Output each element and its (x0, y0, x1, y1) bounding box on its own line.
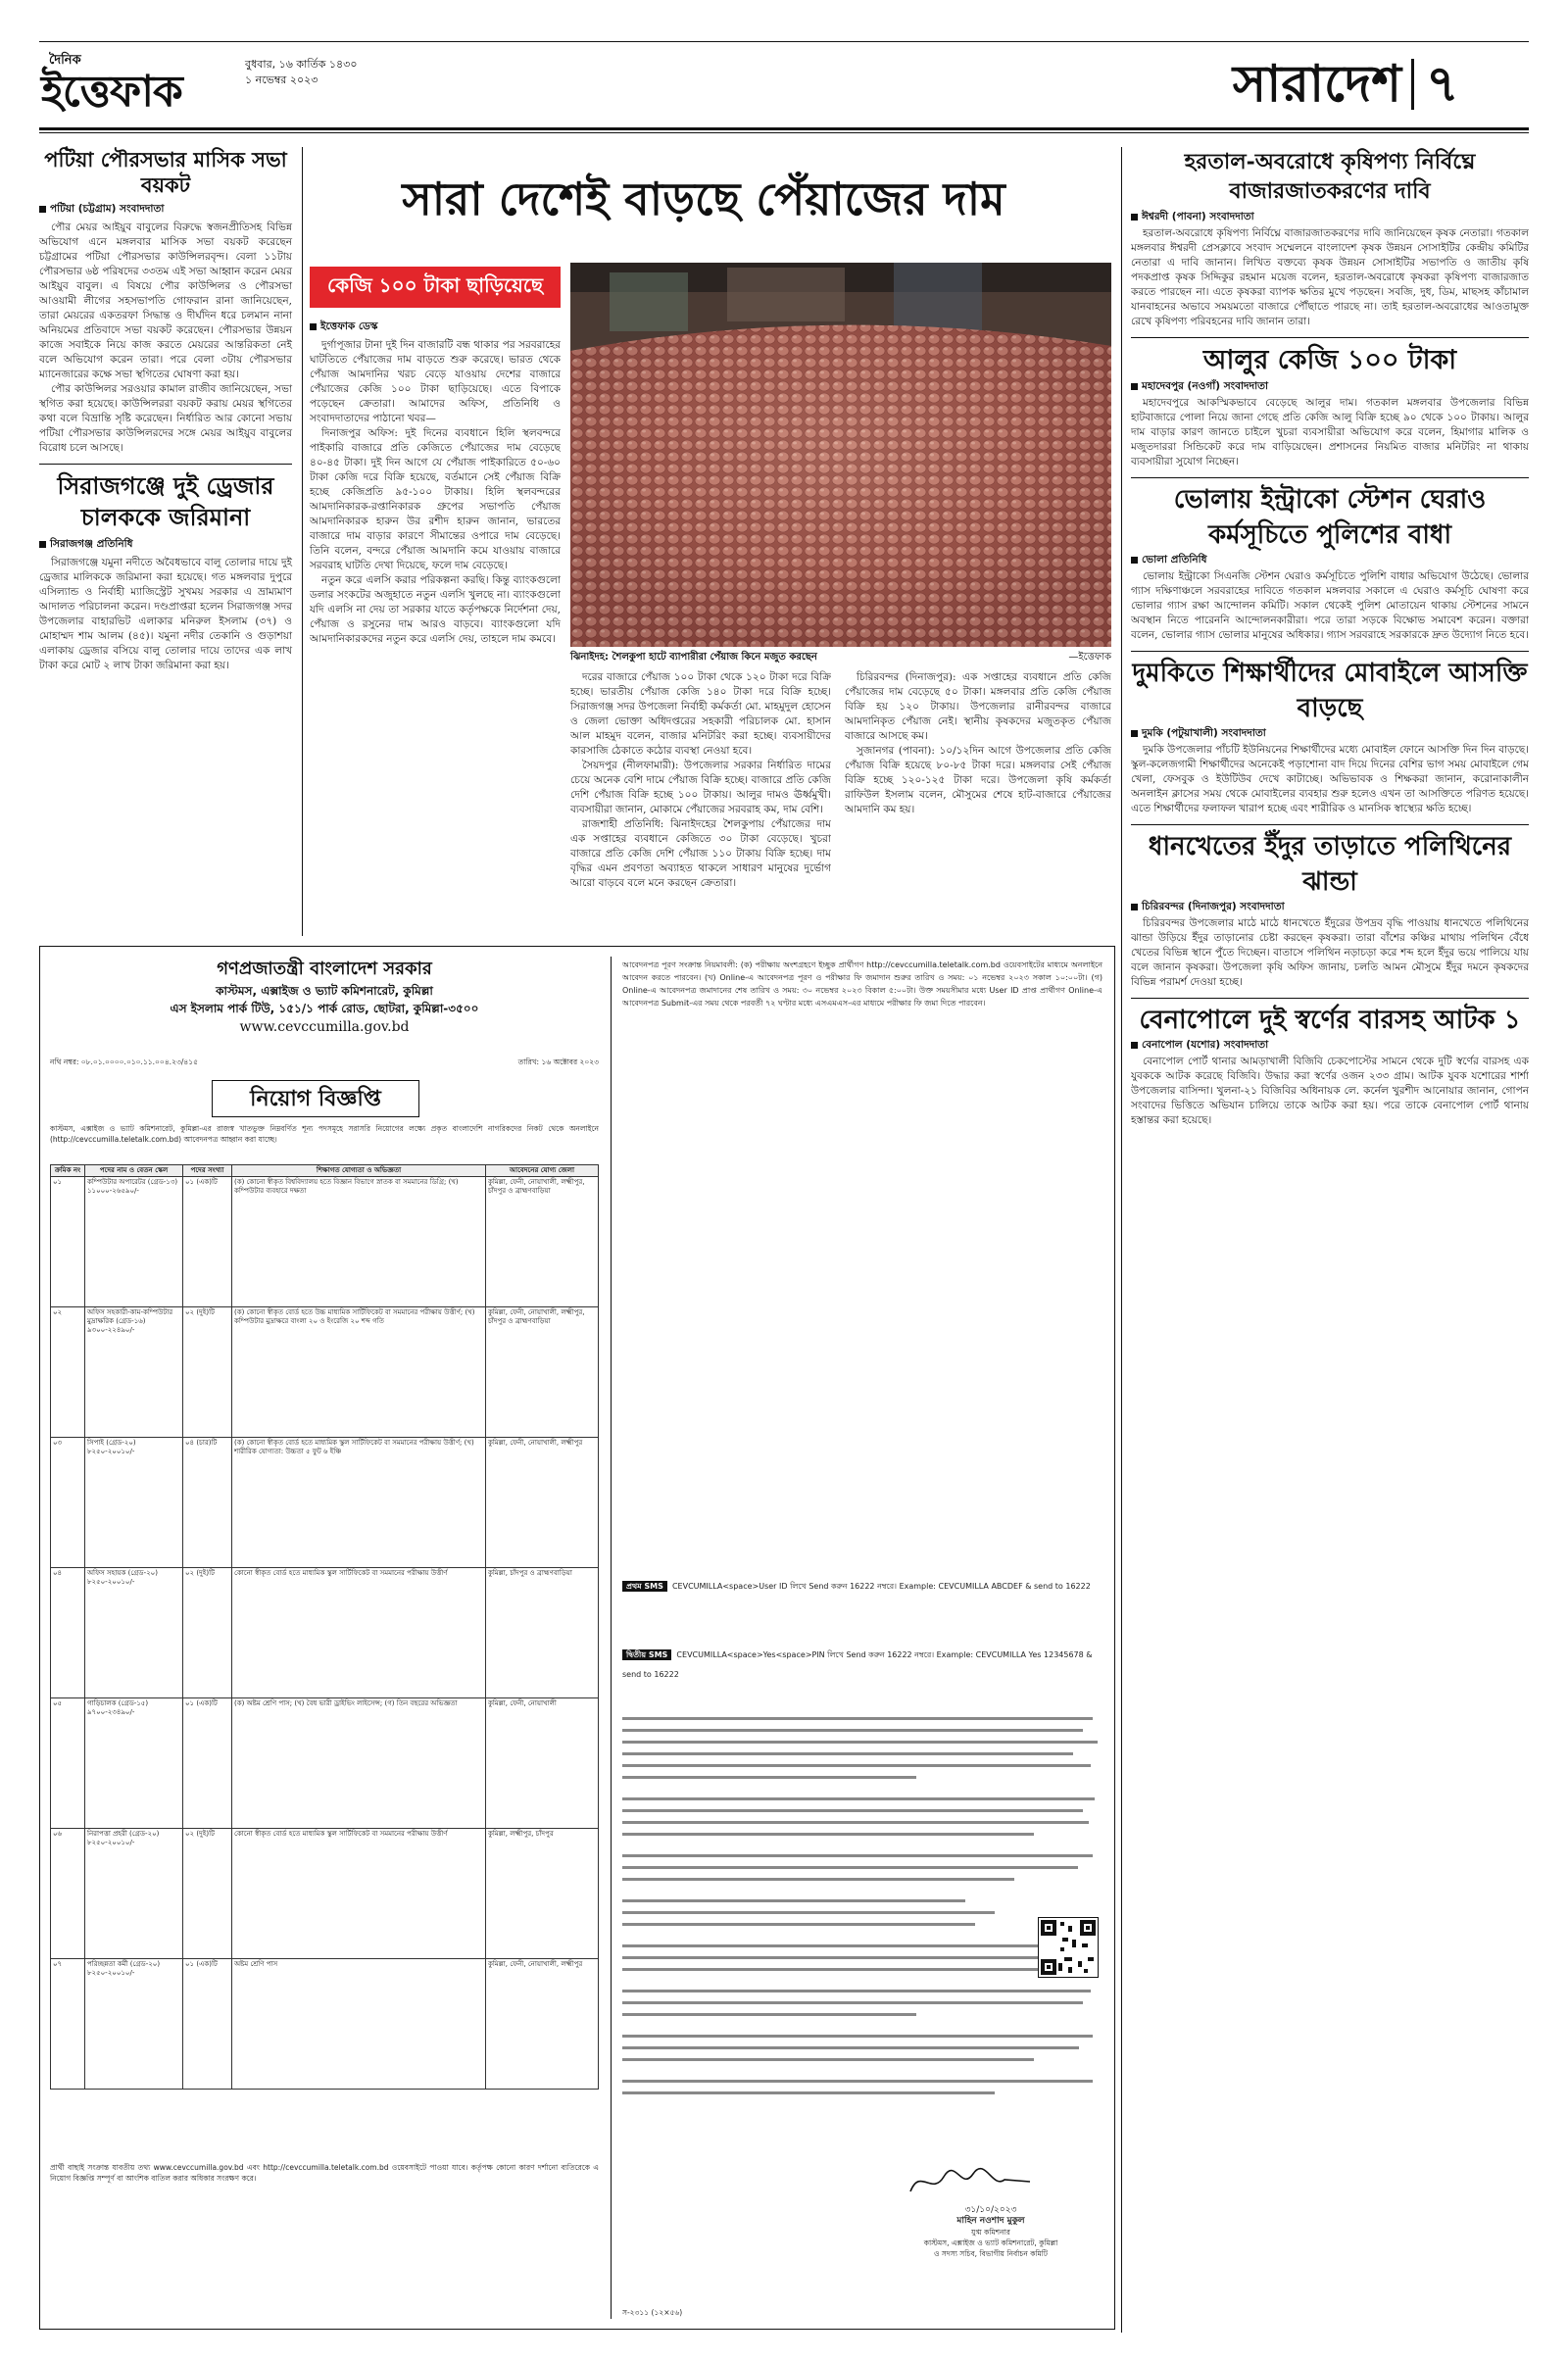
photo-credit: —ইত্তেফাক (1068, 652, 1111, 663)
sign-date: ৩১/১০/২০২৩ (964, 2205, 1017, 2215)
ad-table-cell: অফিস সহায়ক (গ্রেড-২০) ৮২৫০-২০০১০/- (85, 1568, 183, 1698)
lead-body: দুর্গাপূজার টানা দুই দিন বাজারটি বন্ধ থাকার পর সরবরাহের ঘাটতিতে পেঁয়াজের দাম বাড়তে শুরু করেছে। ভারত থেকে পেঁয়াজ আমদানির খরচ বেড়ে যাওয়ায় দেশের বাজারে পেঁয়াজের কেজি ১০০ টাকা ছাড়িয়েছে। এতে বিপাকে পড়েছেন ক্রেতারা। আমাদের অফিস, প্রতিনিধি ও সংবাদদাতাদের পাঠানো খবর— দিনাজপুর অফিস: দুই দিনের ব্যবধানে হিলি স্থলবন্দরে পাইকারি বাজারে প্রতি কেজিতে পেঁয়াজের দাম বেড়েছে ৪০-৪৫ টাকা। দুই দিন আগে যে পেঁয়াজ পাইকারিতে ৫০-৬০ টাকা কেজি দরে বিক্রি হয়েছে, বর্তমানে সেই পেঁয়াজ বিক্রি হচ্ছে কেজিপ্রতি ৯৫-১০০ টাকায়। হিলি স্থলবন্দরের আমদানিকারক-রপ্তানিকারক গ্রুপের সভাপতি পেঁয়াজ আমদানিকারক হারুন উর রশীদ হারুন জানান, ভারতের বাজারে দাম বাড়ার কারণে সীমান্তের ওপারে দাম বেড়েছে। তিনি বলেন, বন্দরে পেঁয়াজ আমদানি কমে যাওয়ায় বাজারে সরবরাহ ঘাটতি দেখা দিয়েছে, ফলে দাম বেড়েছে। নতুন করে এলসি করার পরিকল্পনা করছি। কিন্তু ব্যাংকগুলো ডলার সংকটের অজুহাতে নতুন এলসি খুলছে না। ব্যাংকগুলো যদি এলসি না দেয় তা সরকার যাতে কর্তৃপক্ষকে নির্দেশনা দেয়, পেঁয়াজ ও রসুনের দাম আরও বাড়বে। ব্যাংকগুলো যদি আমদানিকারকদের নতুন করে এলসি দেয়, তাহলে দাম কমবে। (310, 339, 561, 645)
ad-header (50, 957, 599, 1037)
lead-headline: সারা দেশেই বাড়ছে পেঁয়াজের দাম (402, 172, 1005, 225)
onion-photo-image (570, 263, 1111, 647)
patiya-body: পৌর মেয়র আইয়ুব বাবুলের বিরুদ্ধে স্বজনপ্রীতিসহ বিভিন্ন অভিযোগ এনে মঙ্গলবার মাসিক সভা বয়কট করেছেন চট্টগ্রামের পটিয়া পৌরসভার কাউন্সিলরবৃন্দ। বেলা ১১টায় পৌরসভার ৬ষ্ঠ পরিষদের ৩৩তম এই সভা আহ্বান করেন মেয়র আইয়ুব বাবুল। এ বিষয়ে পৌর কাউন্সিলর ও পৌরসভা আওয়ামী লীগের সহসভাপতি গোফরান রানা জানিয়েছেন, তারা মেয়রের একতরফা সিদ্ধান্ত ও দীর্ঘদিন ধরে চলমান নানা অনিয়মের প্রতিবাদে সভা বয়কট করেছেন। পৌরসভার উন্নয়ন কাজে সবাইকে নিয়ে কাজ করতে মেয়রের আন্তরিকতা নেই বলে অভিযোগ করেন তারা। পরে বেলা ৩টায় পৌরসভার ম্যানেজারের কক্ষে সভা স্থগিতের ঘোষণা করা হয়। পৌর কাউন্সিলর সরওয়ার কামাল রাজীব জানিয়েছেন, সভা স্থগিত করা হয়েছে। কাউন্সিলররা বয়কট করায় মেয়র স্থগিতের কথা বলে বিভ্রান্তি সৃষ্টি করেছেন। নির্ধারিত আর কোনো সভায় পটিয়া পৌরসভার কাউন্সিলরদের সঙ্গে মেয়র আইয়ুব বাবুলের বিরোধ চলে আসছে। (39, 221, 292, 454)
ad-text-lines (622, 1711, 1102, 2103)
ad-table-cell: কুমিল্লা, লক্ষ্মীপুর, চাঁদপুর (486, 1829, 599, 1959)
ad-dense-text (622, 1711, 1102, 2103)
section-title: সারাদেশ (1232, 54, 1401, 114)
dumki-byline: দুমকি (পটুয়াখালী) সংবাদদাতা (1131, 726, 1529, 743)
ad-table-cell: গাড়িচালক (গ্রেড-১৫) ৯৭০০-২৩৪৯০/- (85, 1698, 183, 1829)
ad-table-cell: ০৫ (51, 1698, 85, 1829)
ad-table-cell: (ক) কোনো স্বীকৃত বোর্ড হতে উচ্চ মাধ্যমিক সার্টিফিকেট বা সমমানের পরীক্ষায় উত্তীর্ণ; (খ) কম্পিউটার মুদ্রাক্ষরে বাংলা ২০ ও ইংরেজি ২০ শব্দ গতি (232, 1307, 486, 1438)
ad-table-cell: সিপাই (গ্রেড-২০) ৮২৫০-২০০১০/- (85, 1438, 183, 1568)
logo-text: ইত্তেফাক (41, 67, 182, 117)
dumki-headline: দুমকিতে শিক্ষার্থীদের মোবাইলে আসক্তি বাড়ছে (1132, 659, 1528, 723)
ad-table-cell: ০১ (এক)টি (183, 1959, 232, 2090)
ad-memo: নথি নম্বর: ০৮.০১.০০০০.০১০.১১.০০৪.২৩/৪১৫ (50, 1058, 198, 1066)
ad-table-cell: ০১ (এক)টি (183, 1177, 232, 1307)
ad-table-cell: কুমিল্লা, ফেনী, নোয়াখালী, লক্ষ্মীপুর, চাঁদপুর ও ব্রাহ্মণবাড়িয়া (486, 1177, 599, 1307)
ad-sms-2-text: CEVCUMILLA<space>Yes<space>PIN লিখে Send করুন 16222 নম্বরে। Example: CEVCUMILLA Yes 12345678 & send to 16222 (622, 1650, 1093, 1679)
date-bn: বুধবার, ১৬ কার্তিক ১৪৩০ (245, 58, 358, 71)
masthead-bottom-rule (39, 127, 1529, 130)
qr-code (1038, 1917, 1099, 1978)
ad-signature-block (883, 2162, 1099, 2259)
ad-table-cell: ০৪ (চার)টি (183, 1438, 232, 1568)
ad-table-cell: (ক) অষ্টম শ্রেণি পাস; (খ) বৈধ ভারী ড্রাইভিং লাইসেন্স; (গ) তিন বছরের অভিজ্ঞতা (232, 1698, 486, 1829)
ad-office: কাস্টমস, এক্সাইজ ও ভ্যাট কমিশনারেট, কুমিল্লা (216, 984, 433, 998)
ad-table-cell: ০২ (দুই)টি (183, 1307, 232, 1438)
ad-table (50, 1164, 599, 2090)
ad-footer-text: প্রার্থী বাছাই সংক্রান্ত যাবতীয় তথ্য www.cevccumilla.gov.bd এবং http://cevccumilla.teletalk.com.bd ওয়েবসাইটে পাওয়া যাবে। কর্তৃপক্ষ কোনো কারণ দর্শানো ব্যতিরেকে এ নিয়োগ বিজ্ঞপ্তি সম্পূর্ণ বা আংশিক বাতিল করার অধিকার সংরক্ষণ করে। (50, 2163, 599, 2183)
potato-body: মহাদেবপুরে আকস্মিকভাবে বেড়েছে আলুর দাম। গতকাল মঙ্গলবার উপজেলার বিভিন্ন হাটবাজারে পোলা নিয়ে জানা গেছে প্রতি কেজি আলু বিক্রি হচ্ছে ৯০ থেকে ১০০ টাকায়। আলুর দাম বাড়ার কারণ জানতে চাইলে খুচরা ব্যবসায়ীরা অভিযোগ করে বলেন, হিমাগার মালিক ও মজুতদাররা সিন্ডিকেট করে দাম বাড়িয়েছেন। প্রশাসনের নিয়মিত বাজার মনিটরিং না থাকায় ব্যবসায়ীরা সুযোগ নিচ্ছেন। (1131, 397, 1529, 467)
sign-name: মাহিন নওশাদ মুকুল (956, 2216, 1025, 2226)
sign-committee: ও সদস্য সচিব, বিভাগীয় নির্বাচন কমিটি (933, 2249, 1049, 2258)
benapole-headline: বেনাপোলে দুই স্বর্ণের বারসহ আটক ১ (1139, 1006, 1521, 1035)
ad-table-row (51, 1307, 599, 1438)
ad-table-cell: পরিচ্ছন্নতা কর্মী (গ্রেড-২০) ৮২৫০-২০০১০/- (85, 1959, 183, 2090)
col-divider (302, 147, 303, 936)
rat-headline: ধানখেতের ইঁদুর তাড়াতে পলিথিনের ঝান্ডা (1148, 832, 1512, 897)
ad-table-cell: (ক) কোনো স্বীকৃত বিশ্ববিদ্যালয় হতে বিজ্ঞান বিভাগে স্নাতক বা সমমানের ডিগ্রি; (খ) কম্পিউটার ব্যবহারে দক্ষতা (232, 1177, 486, 1307)
signature-scribble (903, 2162, 1079, 2201)
hartal-byline: ঈশ্বরদী (পাবনা) সংবাদদাতা (1131, 210, 1529, 226)
photo-caption-text: ঝিনাইদহ: শৈলকুপা হাটে ব্যাপারীরা পেঁয়াজ কিনে মজুত করছেন (570, 652, 817, 663)
bhola-byline: ভোলা প্রতিনিধি (1131, 553, 1529, 569)
section-divider (1411, 59, 1414, 110)
ad-table-cell: কুমিল্লা, ফেনী, নোয়াখালী, লক্ষ্মীপুর (486, 1959, 599, 2090)
ad-table-row (51, 1177, 599, 1307)
sirajganj-body: সিরাজগঞ্জে যমুনা নদীতে অবৈধভাবে বালু তোলার দায়ে দুই ড্রেজার মালিককে জরিমানা করা হয়েছে। গত মঙ্গলবার দুপুরে এসিল্যান্ড ও নির্বাহী ম্যাজিস্ট্রেট সুখময় সরকার এ ভ্রাম্যমাণ আদালত পরিচালনা করেন। দণ্ডপ্রাপ্তরা হলেন সিরাজগঞ্জ সদর উপজেলার বাহারভিট এলাকার মনিরুল ইসলাম (৩৭) ও মোহাম্মদ শাম আলম (৪৫)। যমুনা নদীর তেকানি ও গুড়াশয়া এলাকায় ড্রেজার বসিয়ে বালু তোলার দায়ে তাদের এক লাখ টাকা করে মোট ২ লাখ টাকা জরিমানা করা হয়। (39, 557, 292, 671)
newspaper-logo (41, 51, 237, 120)
ad-table-row (51, 1959, 599, 2090)
lead-para7: সুজানগর (পাবনা): ১০/১২দিন আগে উপজেলার প্রতি কেজি পেঁয়াজ বিক্রি হয়েছে ৮০-৮৫ টাকা দরে। মঙ্গলবার সেই পেঁয়াজ বিক্রি হচ্ছে ১২০-১২৫ টাকা দরে। উপজেলা কৃষি কর্মকর্তা রাফিউল ইসলাম বলেন, মৌসুমের শেষে হাট-বাজারে পেঁয়াজের আমদানি কম হয়। (845, 745, 1111, 815)
benapole-byline: বেনাপোল (যশোর) সংবাদদাতা (1131, 1038, 1529, 1055)
ad-sms-1-label: প্রথম SMS (622, 1581, 667, 1592)
date-en: ১ নভেম্বর ২০২৩ (245, 74, 318, 86)
onion-photo (570, 263, 1111, 647)
photo-caption (570, 651, 1111, 664)
ad-table-cell: ০৪ (51, 1568, 85, 1698)
ad-date: তারিখ: ১৬ অক্টোবর ২০২৩ (517, 1058, 599, 1066)
ad-th: পদের নাম ও বেতন স্কেল (85, 1165, 183, 1177)
red-banner (310, 267, 561, 308)
right-column (1131, 147, 1529, 2342)
ad-table-cell: ০২ (দুই)টি (183, 1568, 232, 1698)
ad-sms-2 (622, 1643, 1102, 1681)
ad-sms-2-label: দ্বিতীয় SMS (622, 1649, 671, 1660)
benapole-body: বেনাপোল পোর্ট থানার আমড়াখালী বিজিবি চেকপোস্টের সামনে থেকে দুটি স্বর্ণের বারসহ এক যুবককে আটক করেছে বিজিবি। উদ্ধার করা স্বর্ণের ওজন ২৩৩ গ্রাম। আটক যুবক যশোরের শার্শা উপজেলার বাসিন্দা। খুলনা-২১ বিজিবির অধিনায়ক লে. কর্নেল খুরশীদ আনোয়ার জানান, গোপন সংবাদের ভিত্তিতে অভিযান চালিয়ে তাকে আটক করা হয়। পরে তাকে বেনাপোল পোর্ট থানায় হস্তান্তর করা হয়েছে। (1131, 1056, 1529, 1126)
lead-para6: চিরিরবন্দর (দিনাজপুর): এক সপ্তাহের ব্যবধানে প্রতি কেজি পেঁয়াজের দাম বেড়েছে ৫০ টাকা। মঙ্গলবার প্রতি কেজি পেঁয়াজ বিক্রি হয় ১২০ টাকায়। উপজেলার রানীরবন্দর বাজারে আমদানিকৃত পেঁয়াজ নেই। স্থানীয় কৃষকদের মজুতকৃত পেঁয়াজ বাজারে আসছে কম। (845, 671, 1111, 742)
ad-table-cell: ০৭ (51, 1959, 85, 2090)
ad-th: আবেদনের যোগ্য জেলা (486, 1165, 599, 1177)
red-banner-text: কেজি ১০০ টাকা ছাড়িয়েছে (327, 272, 543, 297)
ad-table-row (51, 1438, 599, 1568)
rat-byline: চিরিরবন্দর (দিনাজপুর) সংবাদদাতা (1131, 900, 1529, 916)
logo-small-text: দৈনিক (49, 53, 81, 68)
lead-para4: রাজশাহী প্রতিনিধি: ঝিনাইদহের শৈলকুপায় পেঁয়াজের দাম এক সপ্তাহের ব্যবধানে কেজিতে ৩০ টাকা বেড়েছে। খুচরা বাজারে প্রতি কেজি দেশি পেঁয়াজ ১১০ টাকায় বিক্রি হচ্ছে। দাম বৃদ্ধির এমন প্রবণতা অব্যাহত থাকলে সাধারণ মানুষের দুর্ভোগ আরো বাড়বে বলে মনে করছেন ক্রেতারা। (570, 818, 831, 889)
ad-table-row (51, 1829, 599, 1959)
ad-divider (611, 957, 612, 2319)
ad-title: নিয়োগ বিজ্ঞপ্তি (250, 1086, 381, 1111)
ad-table-cell: কম্পিউটার অপারেটর (গ্রেড-১৩) ১১০০০-২৬৫৯০/- (85, 1177, 183, 1307)
ad-intro: কাস্টমস, এক্সাইজ ও ভ্যাট কমিশনারেট, কুমিল্লা-এর রাজস্ব খাতভুক্ত নিম্নবর্ণিত শূন্য পদসমূহে সরাসরি নিয়োগের লক্ষ্যে প্রকৃত বাংলাদেশি নাগরিকদের নিকট থেকে অনলাইনে (http://cevccumilla.teletalk.com.bd) আবেদনপত্র আহ্বান করা যাচ্ছে। (50, 1124, 599, 1144)
bhola-body: ভোলায় ইন্ট্রাকো সিএনজি স্টেশন ঘেরাও কর্মসূচিতে পুলিশি বাধার অভিযোগ উঠেছে। ভোলার গ্যাস দক্ষিণাঞ্চলে সরবরাহের দাবিতে গতকাল মঙ্গলবার সকালে এ ঘেরাও কর্মসূচি ঘোষণা করে ভোলার গ্যাস রক্ষা আন্দোলন কমিটি। সকাল থেকেই পুলিশ মোতায়েন থাকায় স্টেশনের সামনে অবস্থান নিতে পারেননি আন্দোলনকারীরা। পরে তারা সড়কে বিক্ষোভ সমাবেশ করেন। বক্তারা বলেন, ভোলার গ্যাস ভোলার মানুষের অধিকার। গ্যাস সরবরাহে সরকারকে দ্রুত উদ্যোগ নিতে হবে। (1131, 570, 1529, 641)
lead-byline: ইত্তেফাক ডেস্ক (310, 320, 561, 336)
hartal-body: হরতাল-অবরোধে কৃষিপণ্য নির্বিঘ্নে বাজারজাতকরণের দাবি জানিয়েছেন কৃষক নেতারা। গতকাল মঙ্গলবার ঈশ্বরদী প্রেসক্লাবে সংবাদ সম্মেলনে বাংলাদেশ কৃষক উন্নয়ন সোসাইটির কেন্দ্রীয় কমিটির নেতারা এ দাবি জানান। লিখিত বক্তব্যে কৃষক উন্নয়ন সোসাইটির সভাপতি ও জাতীয় কৃষি পদকপ্রাপ্ত কৃষক সিদ্দিকুর রহমান ময়েজ বলেন, হরতাল-অবরোধে কৃষকরা কৃষিপণ্য বাজারজাত করতে পারছেন না। এতে কৃষকরা ব্যাপক ক্ষতির মুখে পড়ছেন। সবজি, দুধ, ডিম, মাছসহ কাঁচামাল যানবাহনের অভাবে সময়মতো বাজারে পৌঁছাতে পারছে না। তাই হরতাল-অবরোধের আওতামুক্ত রেখে কৃষিপণ্য পরিবহনের দাবি জানান তারা। (1131, 227, 1529, 327)
ad-table-header-row (51, 1165, 599, 1177)
ad-sms-1-text: CEVCUMILLA<space>User ID লিখে Send করুন 16222 নম্বরে। Example: CEVCUMILLA ABCDEF & send to 16222 (671, 1582, 1091, 1591)
ad-table-cell: কোনো স্বীকৃত বোর্ড হতে মাধ্যমিক স্কুল সার্টিফিকেট বা সমমানের পরীক্ষায় উত্তীর্ণ (232, 1568, 486, 1698)
hartal-headline: হরতাল-অবরোধে কৃষিপণ্য নির্বিঘ্নে বাজারজাতকরণের দাবি (1184, 149, 1476, 204)
ad-gov: গণপ্রজাতন্ত্রী বাংলাদেশ সরকার (217, 959, 432, 979)
patiya-byline: পটিয়া (চট্টগ্রাম) সংবাদদাতা (39, 202, 292, 219)
ad-sms-1 (622, 1574, 1102, 1594)
ad-table-cell: ০১ (51, 1177, 85, 1307)
ad-table-cell: ০১ (এক)টি (183, 1698, 232, 1829)
sign-office: কাস্টমস, এক্সাইজ ও ভ্যাট কমিশনারেট, কুমিল্লা (923, 2238, 1058, 2247)
page-number: ৭ (1426, 54, 1459, 114)
ad-table-cell: কুমিল্লা, চাঁদপুর ও ব্রাহ্মণবাড়িয়া (486, 1568, 599, 1698)
ad-table-row (51, 1568, 599, 1698)
masthead-date-block (245, 57, 441, 88)
ad-th: শিক্ষাগত যোগ্যতা ও অভিজ্ঞতা (232, 1165, 486, 1177)
ad-table-cell: কোনো স্বীকৃত বোর্ড হতে মাধ্যমিক স্কুল সার্টিফিকেট বা সমমানের পরীক্ষায় উত্তীর্ণ (232, 1829, 486, 1959)
ad-table-wrap (50, 1164, 599, 2154)
lead-sub-text: দরের বাজারে পেঁয়াজ ১০০ টাকা থেকে ১২০ টাকা দরে বিক্রি হচ্ছে। ভারতীয় পেঁয়াজ কেজি ১৪০ টাকা দরে বিক্রি হচ্ছে। সিরাজগঞ্জ সদর উপজেলা নির্বাহী কর্মকর্তা মো. মাহমুদুল হোসেন ও জেলা ভোক্তা অধিদপ্তরের সহকারী পরিচালক মো. হাসান আল মাহমুদ বলেন, বাজার মনিটরিং করা হচ্ছে। ব্যবসায়ীদের কারসাজি ঠেকাতে কঠোর ব্যবস্থা নেওয়া হবে। (570, 671, 831, 757)
ad-table-row (51, 1698, 599, 1829)
ad-th: ক্রমিক নং (51, 1165, 85, 1177)
right-col-divider (1121, 147, 1122, 2333)
ad-table-cell: ০৩ (51, 1438, 85, 1568)
lead-col-3 (845, 670, 1111, 937)
bhola-headline: ভোলায় ইন্ট্রাকো স্টেশন ঘেরাও কর্মসূচিতে পুলিশের বাধা (1173, 485, 1487, 550)
sign-title: যুগ্ম কমিশনার (971, 2228, 1010, 2237)
ad-address: এস ইসলাম পার্ক টিউ, ১৫১/১ পার্ক রোড, ছোটরা, কুমিল্লা-৩৫০০ (170, 1002, 479, 1015)
ad-website: www.cevccumilla.gov.bd (239, 1019, 410, 1035)
lead-text-col (310, 320, 561, 937)
ad-right-text: আবেদনপত্র পূরণ সংক্রান্ত নিয়মাবলী: (ক) পরীক্ষায় অংশগ্রহণে ইচ্ছুক প্রার্থীগণ http://cevccumilla.teletalk.com.bd ওয়েবসাইটের মাধ্যমে অনলাইনে আবেদন করতে পারবেন। (খ) Online-এ আবেদনপত্র পূরণ ও পরীক্ষার ফি জমাদান শুরুর তারিখ ও সময়: ০১ নভেম্বর ২০২৩ সকাল ১০:০০টা। (গ) Online-এ আবেদনপত্র জমাদানের শেষ তারিখ ও সময়: ৩০ নভেম্বর ২০২৩ বিকাল ৫:০০টা। উক্ত সময়সীমার মধ্যে User ID প্রাপ্ত প্রার্থীগণ Online-এ আবেদনপত্র Submit-এর সময় থেকে পরবর্তী ৭২ ঘণ্টার মধ্যে এসএমএস-এর মাধ্যমে পরীক্ষার ফি জমা দিতে পারবেন। (622, 960, 1102, 1008)
top-rule (39, 41, 1529, 42)
ad-table-cell: ০২ (51, 1307, 85, 1438)
potato-headline: আলুর কেজি ১০০ টাকা (1202, 345, 1457, 375)
ad-table-cell: কুমিল্লা, ফেনী, নোয়াখালী (486, 1698, 599, 1829)
ad-table-cell: কুমিল্লা, ফেনী, নোয়াখালী, লক্ষ্মীপুর, চাঁদপুর ও ব্রাহ্মণবাড়িয়া (486, 1307, 599, 1438)
ad-table-cell: কুমিল্লা, ফেনী, নোয়াখালী, লক্ষ্মীপুর (486, 1438, 599, 1568)
dumki-body: দুমকি উপজেলার পাঁচটি ইউনিয়নের শিক্ষার্থীদের মধ্যে মোবাইল ফোনে আসক্তি দিন দিন বাড়ছে। স্কুল-কলেজগামী শিক্ষার্থীদের অনেকেই পড়াশোনা বাদ দিয়ে দিনের বেশির ভাগ সময় মোবাইলে গেম খেলা, ফেসবুক ও ইউটিউব দেখে কাটাচ্ছে। অভিভাবক ও শিক্ষকরা জানান, করোনাকালীন অনলাইন ক্লাসের সময় থেকে মোবাইলের ব্যবহার শুরু হলেও এখন তা আসক্তিতে পরিণত হয়েছে। এতে শিক্ষার্থীদের ফলাফল খারাপ হচ্ছে এবং শারীরিক ও মানসিক স্বাস্থ্যের ক্ষতি হচ্ছে। (1131, 744, 1529, 814)
qr-code-image (1039, 1918, 1098, 1977)
lead-col-2 (570, 670, 831, 937)
ad-table-cell: ০২ (দুই)টি (183, 1829, 232, 1959)
rat-body: চিরিরবন্দর উপজেলার মাঠে মাঠে ধানখেতে ইঁদুরের উপদ্রব বৃদ্ধি পাওয়ায় ধানখেতে পলিথিনের ঝান্ডা উড়িয়ে ইঁদুর তাড়ানোর চেষ্টা করছেন কৃষকরা। তারা বাঁশের কঞ্চির মাথায় পলিথিন বেঁধে খেতের বিভিন্ন স্থানে পুঁতে দিচ্ছেন। বাতাসে পলিথিন নড়াচড়া করে শব্দ হলে ইঁদুর ভয়ে পালিয়ে যায় বলে জানান কৃষকরা। উপজেলা কৃষি অফিস জানায়, চলতি আমন মৌসুমে ইঁদুর দমনে কৃষকদের বিভিন্ন পরামর্শ দেওয়া হচ্ছে। (1131, 917, 1529, 988)
patiya-headline: পটিয়া পৌরসভার মাসিক সভা বয়কট (44, 147, 287, 197)
ad-table-cell: অফিস সহকারী-কাম-কম্পিউটার মুদ্রাক্ষরিক (গ্রেড-১৬) ৯৩০০-২২৪৯০/- (85, 1307, 183, 1438)
sirajganj-byline: সিরাজগঞ্জ প্রতিনিধি (39, 537, 292, 554)
sirajganj-headline: সিরাজগঞ্জে দুই ড্রেজার চালককে জরিমানা (57, 471, 274, 531)
recruitment-ad (39, 946, 1115, 2330)
ad-table-cell: অষ্টম শ্রেণি পাস (232, 1959, 486, 2090)
ad-table-cell: নিরাপত্তা প্রহরী (গ্রেড-২০) ৮২৫০-২০০১০/- (85, 1829, 183, 1959)
lead-para5: সৈয়দপুর (নীলফামারী): উপজেলার সরকার নির্ধারিত দামের চেয়ে অনেক বেশি দামে পেঁয়াজ বিক্রি হচ্ছে। বাজারে প্রতি কেজি দেশি পেঁয়াজ বিক্রি হচ্ছে ১০০ টাকায়। আলুর দামও ঊর্ধ্বমুখী। ব্যবসায়ীরা জানান, মোকামে পেঁয়াজের সরবরাহ কম, দাম বেশি। (570, 760, 831, 815)
left-column (39, 147, 292, 936)
ad-memo-line (50, 1057, 599, 1067)
ad-code: স-২৩১১ (১২×৫৬) (622, 2308, 683, 2317)
ad-table-cell: (ক) কোনো স্বীকৃত বোর্ড হতে মাধ্যমিক স্কুল সার্টিফিকেট বা সমমানের পরীক্ষায় উত্তীর্ণ; (খ) শারীরিক যোগ্যতা: উচ্চতা ৫ ফুট ৬ ইঞ্চি (232, 1438, 486, 1568)
potato-byline: মহাদেবপুর (নওগাঁ) সংবাদদাতা (1131, 379, 1529, 396)
masthead-bottom-rule-thin (39, 132, 1529, 133)
ad-table-cell: ০৬ (51, 1829, 85, 1959)
ad-title-box (212, 1080, 419, 1117)
ad-th: পদের সংখ্যা (183, 1165, 232, 1177)
